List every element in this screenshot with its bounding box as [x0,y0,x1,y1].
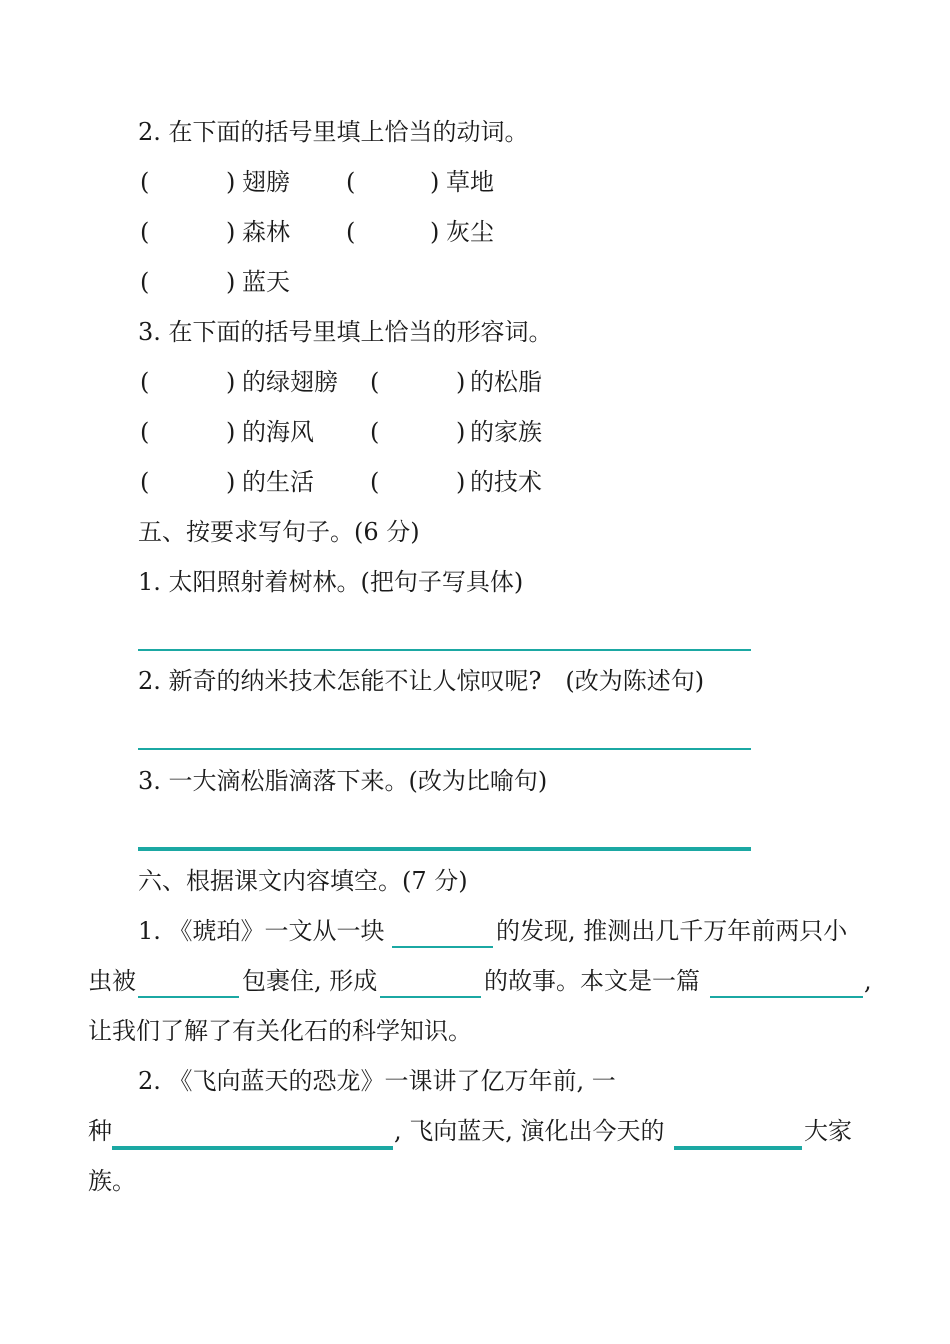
s6-p1-text-f: , [864,967,872,995]
fill-blank-3[interactable] [380,996,481,998]
paren-close: ) [456,368,466,396]
section-6-heading: 六、根据课文内容填空。(7 分) [138,867,468,895]
answer-line-1[interactable] [138,649,751,651]
paren-open: ( [140,268,150,296]
section-5-heading: 五、按要求写句子。(6 分) [138,518,420,546]
s5-question-1: 1. 太阳照射着树林。(把句子写具体) [138,568,524,596]
paren-open: ( [346,218,356,246]
paren-close: ) [226,168,236,196]
paren-close: ) [430,168,440,196]
fill-blank-6[interactable] [674,1146,802,1150]
fill-blank-4[interactable] [710,996,863,998]
paren-open: ( [370,368,380,396]
s6-p1-text-b: 的发现, 推测出几千万年前两只小 [496,917,848,945]
s6-p1-text-e: 的故事。本文是一篇 [484,967,700,995]
answer-line-2[interactable] [138,748,751,750]
adj-item-3: 的海风 [242,418,314,446]
adj-item-5: 的生活 [242,468,314,496]
fill-blank-1[interactable] [392,946,493,948]
paren-open: ( [370,418,380,446]
fill-blank-2[interactable] [138,996,239,998]
paren-close: ) [430,218,440,246]
paren-open: ( [346,168,356,196]
s6-p2-text-c: , 飞向蓝天, 演化出今天的 [394,1117,665,1145]
paren-close: ) [456,468,466,496]
s6-p2-text-a: 2. 《飞向蓝天的恐龙》一课讲了亿万年前, 一 [138,1067,616,1095]
paren-close: ) [226,468,236,496]
q4-3-title: 3. 在下面的括号里填上恰当的形容词。 [138,318,553,346]
paren-open: ( [370,468,380,496]
verb-item-2: 草地 [446,168,494,196]
paren-close: ) [226,268,236,296]
q4-2-title: 2. 在下面的括号里填上恰当的动词。 [138,118,529,146]
s5-question-3: 3. 一大滴松脂滴落下来。(改为比喻句) [138,767,548,795]
paren-open: ( [140,168,150,196]
adj-item-6: 的技术 [470,468,542,496]
s6-p1-text-c: 虫被 [88,967,136,995]
verb-item-1: 翅膀 [242,168,290,196]
verb-item-4: 灰尘 [446,218,494,246]
verb-item-3: 森林 [242,218,290,246]
paren-close: ) [226,418,236,446]
paren-open: ( [140,368,150,396]
fill-blank-5[interactable] [112,1146,393,1150]
s6-p2-text-d: 大家 [804,1117,852,1145]
verb-item-5: 蓝天 [242,268,290,296]
paren-close: ) [456,418,466,446]
s6-p1-text-a: 1. 《琥珀》一文从一块 [138,917,385,945]
paren-open: ( [140,418,150,446]
s6-p1-text-g: 让我们了解了有关化石的科学知识。 [88,1017,472,1045]
adj-item-1: 的绿翅膀 [242,368,338,396]
adj-item-4: 的家族 [470,418,542,446]
adj-item-2: 的松脂 [470,368,542,396]
paren-close: ) [226,368,236,396]
s6-p2-text-b: 种 [88,1117,112,1145]
s6-p1-text-d: 包裹住, 形成 [242,967,378,995]
s5-question-2: 2. 新奇的纳米技术怎能不让人惊叹呢? (改为陈述句) [138,667,705,695]
paren-close: ) [226,218,236,246]
paren-open: ( [140,218,150,246]
paren-open: ( [140,468,150,496]
answer-line-3[interactable] [138,847,751,851]
s6-p2-text-e: 族。 [88,1167,136,1195]
